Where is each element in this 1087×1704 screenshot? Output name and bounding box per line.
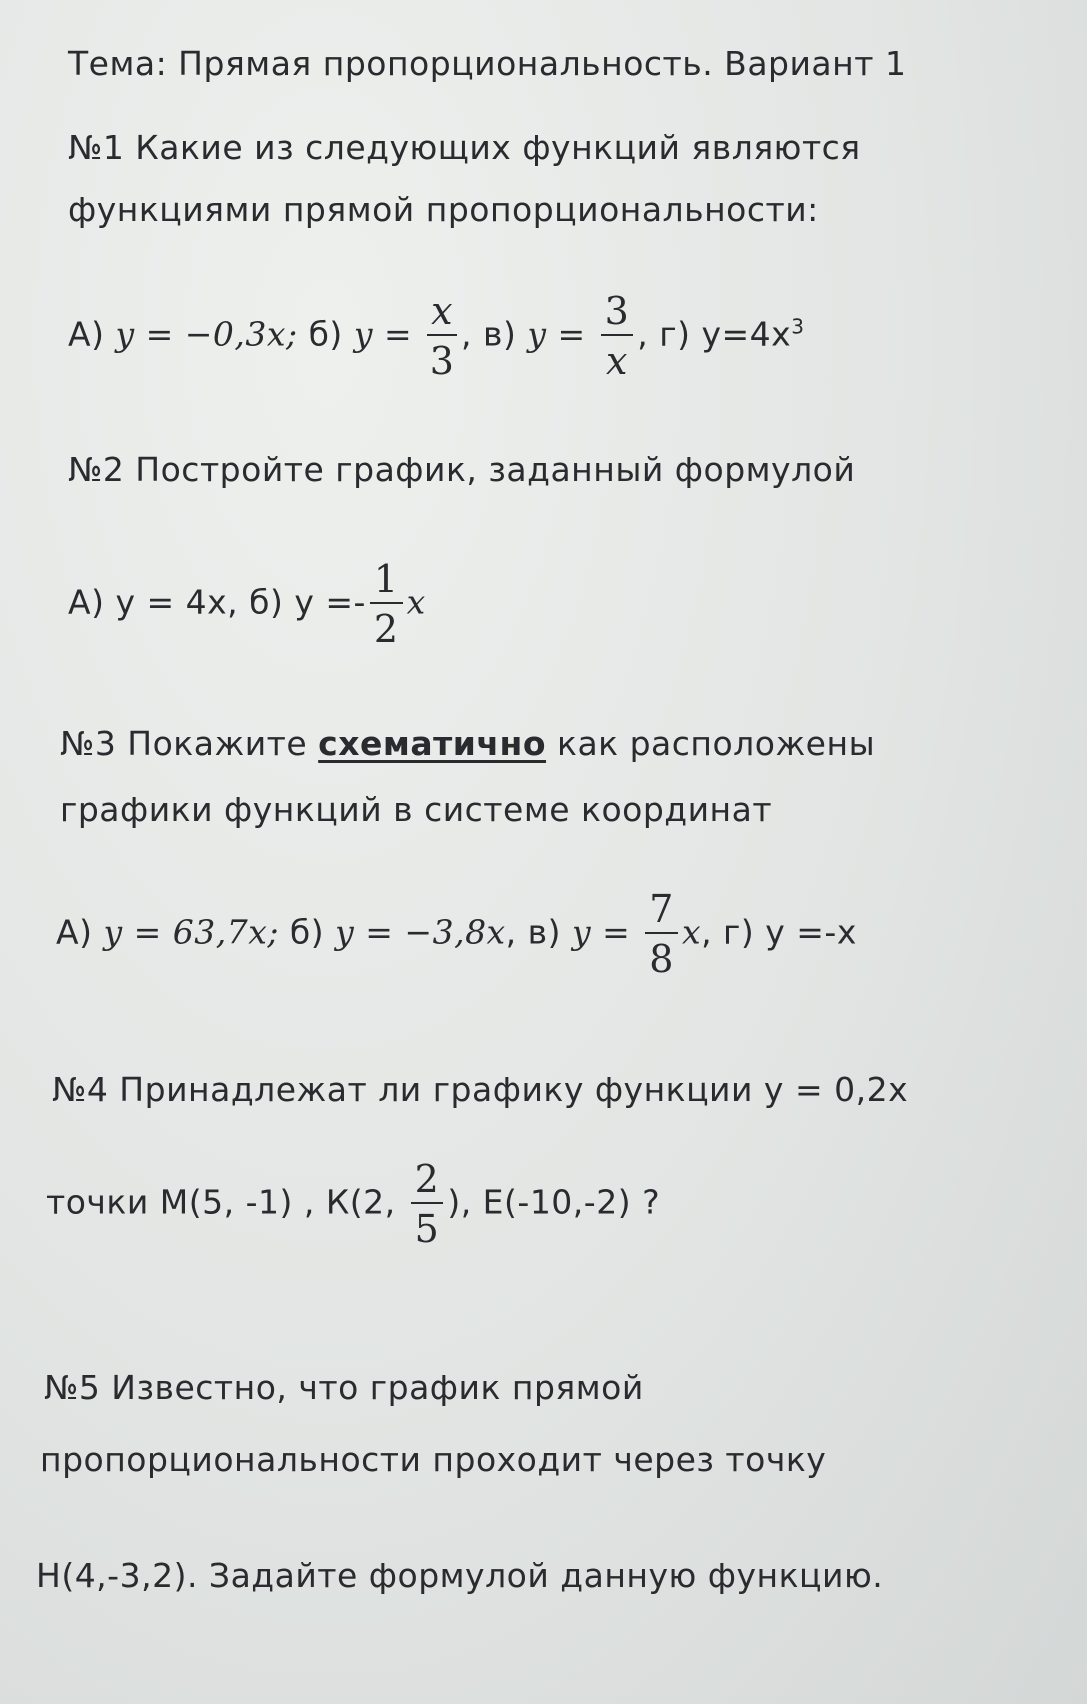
task3-option-c-label: , в): [505, 912, 572, 952]
task4-question: №4 Принадлежат ли графику функции у = 0,2х: [52, 1070, 909, 1109]
task2-question: №2 Постройте график, заданный формулой: [68, 450, 856, 489]
task3-option-c-variable: x: [681, 912, 702, 952]
task3-prefix: №3 Покажите: [60, 724, 319, 763]
page-title: Тема: Прямая пропорциональность. Вариант 1: [68, 44, 907, 83]
task3-option-a-label: А): [56, 912, 104, 952]
task4-points: [46, 1157, 661, 1251]
task3-underlined-word: схематично: [318, 724, 547, 763]
task4-fraction: [411, 1157, 444, 1251]
task1-option-b-fraction: [427, 289, 457, 383]
fraction-numerator: 3: [601, 292, 634, 336]
task5-line3: Н(4,-3,2). Задайте формулой данную функцию.: [36, 1556, 884, 1595]
task3-option-c-fraction: [645, 887, 678, 981]
task3-option-b-expr: y = −3,8x: [335, 912, 506, 952]
task4-points-prefix: точки М(5, -1) , К(2,: [46, 1182, 407, 1222]
task4-points-suffix: ), Е(-10,-2) ?: [447, 1182, 661, 1222]
task5-line1: №5 Известно, что график прямой: [44, 1368, 644, 1407]
task1-option-b-label: б): [297, 314, 354, 354]
fraction-numerator: 1: [370, 560, 403, 604]
task3-option-d: , г) у =-х: [701, 912, 857, 952]
task2-variable: x: [406, 582, 426, 622]
task1-question-line1: №1 Какие из следующих функций являются: [68, 128, 861, 167]
task3-option-a-expr: y = 63,7x;: [103, 912, 279, 952]
fraction-denominator: x: [605, 339, 628, 383]
task1-option-c-lhs: y =: [527, 314, 597, 354]
task1-option-d-exponent: 3: [791, 314, 805, 339]
task3-suffix: как расположены: [546, 724, 876, 763]
task1-option-d: , г) y=4x: [637, 314, 792, 354]
fraction-denominator: 5: [414, 1207, 440, 1251]
task1-option-a-label: А): [68, 314, 116, 354]
task1-option-a-expr: y = −0,3x;: [115, 314, 298, 354]
fraction-denominator: 8: [649, 937, 674, 981]
task1-options: [68, 289, 805, 383]
task2-options-text: А) у = 4х, б) у =-: [68, 582, 366, 622]
fraction-denominator: 3: [429, 339, 455, 383]
task3-options: [56, 887, 857, 981]
task5-line2: пропорциональности проходит через точку: [40, 1440, 827, 1479]
fraction-numerator: 7: [645, 890, 678, 934]
task2-fraction: [370, 557, 403, 651]
task1-option-b-lhs: y =: [353, 314, 424, 354]
fraction-denominator: 2: [373, 607, 399, 651]
fraction-numerator: 2: [411, 1160, 444, 1204]
task1-option-c-label: , в): [461, 314, 528, 354]
task1-option-c-fraction: [601, 289, 634, 383]
task3-option-c-lhs: y =: [571, 912, 642, 952]
task3-question-line2: графики функций в системе координат: [60, 790, 773, 829]
task3-option-b-label: б): [278, 912, 336, 952]
fraction-numerator: x: [427, 292, 457, 336]
task1-question-line2: функциями прямой пропорциональности:: [68, 190, 819, 229]
task3-question-line1: [60, 724, 875, 763]
task2-options: [68, 557, 426, 651]
